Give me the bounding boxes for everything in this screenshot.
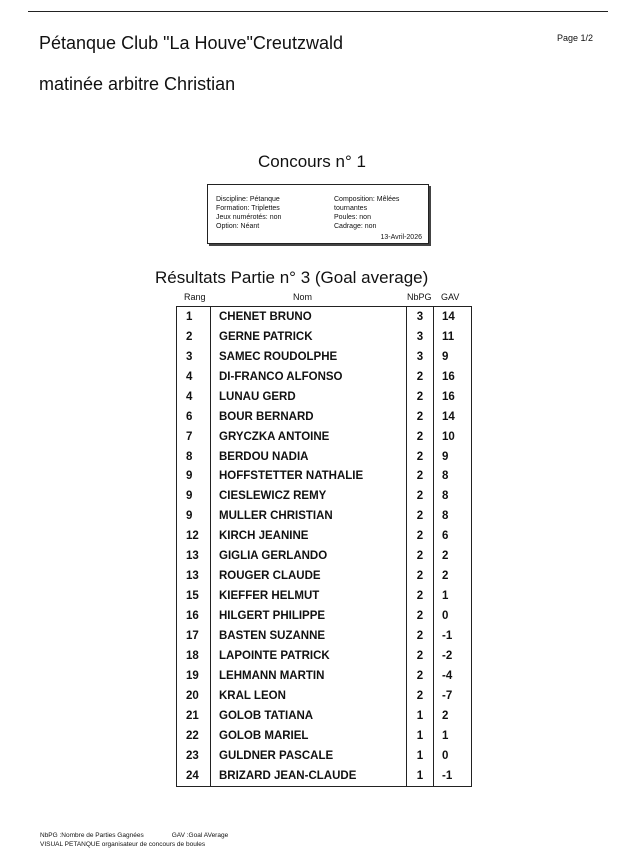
gav-cell: 14: [434, 307, 472, 327]
document-subtitle: matinée arbitre Christian: [39, 74, 236, 94]
name-cell: LAPOINTE PATRICK: [211, 646, 407, 666]
name-cell: ROUGER CLAUDE: [211, 566, 407, 586]
page-number: Page 1/2: [557, 33, 594, 43]
gav-cell: -1: [434, 626, 472, 646]
table-row: [177, 546, 472, 566]
name-cell: LUNAU GERD: [211, 387, 407, 407]
footer-gav-definition: GAV :Goal AVerage: [171, 832, 229, 839]
rang-cell: 21: [186, 709, 199, 722]
rang-cell: 7: [186, 430, 193, 443]
name-cell: KIRCH JEANINE: [211, 526, 407, 546]
table-row: [177, 387, 472, 407]
gav-cell: 1: [434, 726, 472, 746]
name-cell: GRYCZKA ANTOINE: [211, 427, 407, 447]
nbpg-cell: 2: [407, 447, 434, 467]
gav-cell: -1: [434, 766, 472, 786]
nbpg-cell: 2: [407, 467, 434, 487]
table-row: [177, 307, 472, 327]
nbpg-cell: 2: [407, 626, 434, 646]
name-cell: BOUR BERNARD: [211, 407, 407, 427]
footer-nbpg-definition: NbPG :Nombre de Parties Gagnées: [40, 832, 144, 839]
nbpg-cell: 2: [407, 526, 434, 546]
rang-cell: 9: [186, 490, 193, 503]
name-cell: KRAL LEON: [211, 686, 407, 706]
rang-cell: 20: [186, 689, 199, 702]
nbpg-cell: 1: [407, 766, 434, 786]
name-cell: GOLOB MARIEL: [211, 726, 407, 746]
name-cell: BASTEN SUZANNE: [211, 626, 407, 646]
table-row: [177, 467, 472, 487]
table-row: [177, 646, 472, 666]
table-row: [177, 626, 472, 646]
table-row: [177, 766, 472, 786]
gav-cell: 0: [434, 606, 472, 626]
gav-cell: 10: [434, 427, 472, 447]
table-row: [177, 706, 472, 726]
footer-credit: VISUAL PETANQUE organisateur de concours de boules: [40, 841, 206, 848]
info-line: Cadrage: non: [334, 223, 377, 230]
name-cell: GIGLIA GERLANDO: [211, 546, 407, 566]
table-row: [177, 686, 472, 706]
name-cell: MULLER CHRISTIAN: [211, 506, 407, 526]
rang-cell: 9: [186, 470, 193, 483]
name-cell: LEHMANN MARTIN: [211, 666, 407, 686]
column-header-gav: GAV: [441, 292, 460, 302]
rang-cell: 18: [186, 649, 199, 662]
gav-cell: 2: [434, 546, 472, 566]
nbpg-cell: 2: [407, 666, 434, 686]
nbpg-cell: 2: [407, 387, 434, 407]
nbpg-cell: 2: [407, 566, 434, 586]
rang-cell: 2: [186, 330, 193, 343]
results-table: [176, 306, 472, 787]
gav-cell: 6: [434, 526, 472, 546]
rang-cell: 22: [186, 729, 199, 742]
rang-cell: 6: [186, 410, 193, 423]
gav-cell: 11: [434, 327, 472, 347]
rang-cell: 4: [186, 390, 193, 403]
rang-cell: 3: [186, 350, 193, 363]
name-cell: KIEFFER HELMUT: [211, 586, 407, 606]
nbpg-cell: 2: [407, 546, 434, 566]
table-row: [177, 566, 472, 586]
table-row: [177, 407, 472, 427]
club-title: Pétanque Club "La Houve"Creutzwald: [39, 33, 343, 53]
rang-cell: 24: [186, 769, 199, 782]
nbpg-cell: 3: [407, 327, 434, 347]
gav-cell: -7: [434, 686, 472, 706]
nbpg-cell: 2: [407, 686, 434, 706]
info-line: Option: Néant: [216, 223, 260, 230]
gav-cell: 8: [434, 506, 472, 526]
table-row: [177, 327, 472, 347]
gav-cell: 8: [434, 486, 472, 506]
nbpg-cell: 2: [407, 407, 434, 427]
name-cell: HOFFSTETTER NATHALIE: [211, 467, 407, 487]
nbpg-cell: 1: [407, 706, 434, 726]
rang-cell: 8: [186, 450, 193, 463]
nbpg-cell: 3: [407, 307, 434, 327]
table-row: [177, 367, 472, 387]
table-row: [177, 726, 472, 746]
gav-cell: 1: [434, 586, 472, 606]
nbpg-cell: 2: [407, 646, 434, 666]
info-line: Discipline: Pétanque: [216, 196, 280, 203]
nbpg-cell: 1: [407, 726, 434, 746]
column-header-nbpg: NbPG: [407, 292, 432, 302]
competition-info-box: [207, 184, 429, 244]
table-row: [177, 746, 472, 766]
rang-cell: 13: [186, 550, 199, 563]
nbpg-cell: 3: [407, 347, 434, 367]
gav-cell: 2: [434, 706, 472, 726]
rang-cell: 9: [186, 510, 193, 523]
table-row: [177, 506, 472, 526]
info-line: Formation: Triplettes: [216, 205, 280, 212]
table-row: [177, 586, 472, 606]
gav-cell: 9: [434, 347, 472, 367]
results-title: Résultats Partie n° 3 (Goal average): [155, 268, 429, 287]
nbpg-cell: 2: [407, 486, 434, 506]
table-row: [177, 666, 472, 686]
concours-title: Concours n° 1: [258, 152, 366, 171]
table-row: [177, 486, 472, 506]
name-cell: HILGERT PHILIPPE: [211, 606, 407, 626]
name-cell: CHENET BRUNO: [211, 307, 407, 327]
info-column-left: [216, 195, 281, 231]
table-row: [177, 606, 472, 626]
nbpg-cell: 2: [407, 606, 434, 626]
gav-cell: 16: [434, 387, 472, 407]
name-cell: CIESLEWICZ REMY: [211, 486, 407, 506]
gav-cell: 0: [434, 746, 472, 766]
info-column-right: [334, 195, 428, 231]
table-row: [177, 526, 472, 546]
nbpg-cell: 2: [407, 427, 434, 447]
rang-cell: 1: [186, 310, 193, 323]
name-cell: GOLOB TATIANA: [211, 706, 407, 726]
nbpg-cell: 1: [407, 746, 434, 766]
column-header-nom: Nom: [293, 292, 313, 302]
gav-cell: -4: [434, 666, 472, 686]
top-rule: [28, 11, 608, 12]
gav-cell: 2: [434, 566, 472, 586]
gav-cell: 16: [434, 367, 472, 387]
competition-date: 13-Avril-2026: [380, 234, 422, 241]
column-header-rang: Rang: [184, 292, 206, 302]
name-cell: BERDOU NADIA: [211, 447, 407, 467]
name-cell: DI-FRANCO ALFONSO: [211, 367, 407, 387]
footer: [40, 831, 228, 849]
name-cell: SAMEC ROUDOLPHE: [211, 347, 407, 367]
gav-cell: -2: [434, 646, 472, 666]
gav-cell: 9: [434, 447, 472, 467]
nbpg-cell: 2: [407, 506, 434, 526]
rang-cell: 23: [186, 749, 199, 762]
nbpg-cell: 2: [407, 367, 434, 387]
rang-cell: 4: [186, 370, 193, 383]
gav-cell: 8: [434, 467, 472, 487]
rang-cell: 13: [186, 570, 199, 583]
rang-cell: 17: [186, 629, 199, 642]
gav-cell: 14: [434, 407, 472, 427]
name-cell: GERNE PATRICK: [211, 327, 407, 347]
rang-cell: 15: [186, 590, 199, 603]
info-line: Composition: Mêlées tournantes: [334, 196, 400, 212]
name-cell: BRIZARD JEAN-CLAUDE: [211, 766, 407, 786]
rang-cell: 16: [186, 610, 199, 623]
nbpg-cell: 2: [407, 586, 434, 606]
rang-cell: 19: [186, 669, 199, 682]
table-row: [177, 427, 472, 447]
info-line: Poules: non: [334, 214, 371, 221]
rang-cell: 12: [186, 530, 199, 543]
name-cell: GULDNER PASCALE: [211, 746, 407, 766]
table-row: [177, 347, 472, 367]
table-row: [177, 447, 472, 467]
info-line: Jeux numérotés: non: [216, 214, 282, 221]
